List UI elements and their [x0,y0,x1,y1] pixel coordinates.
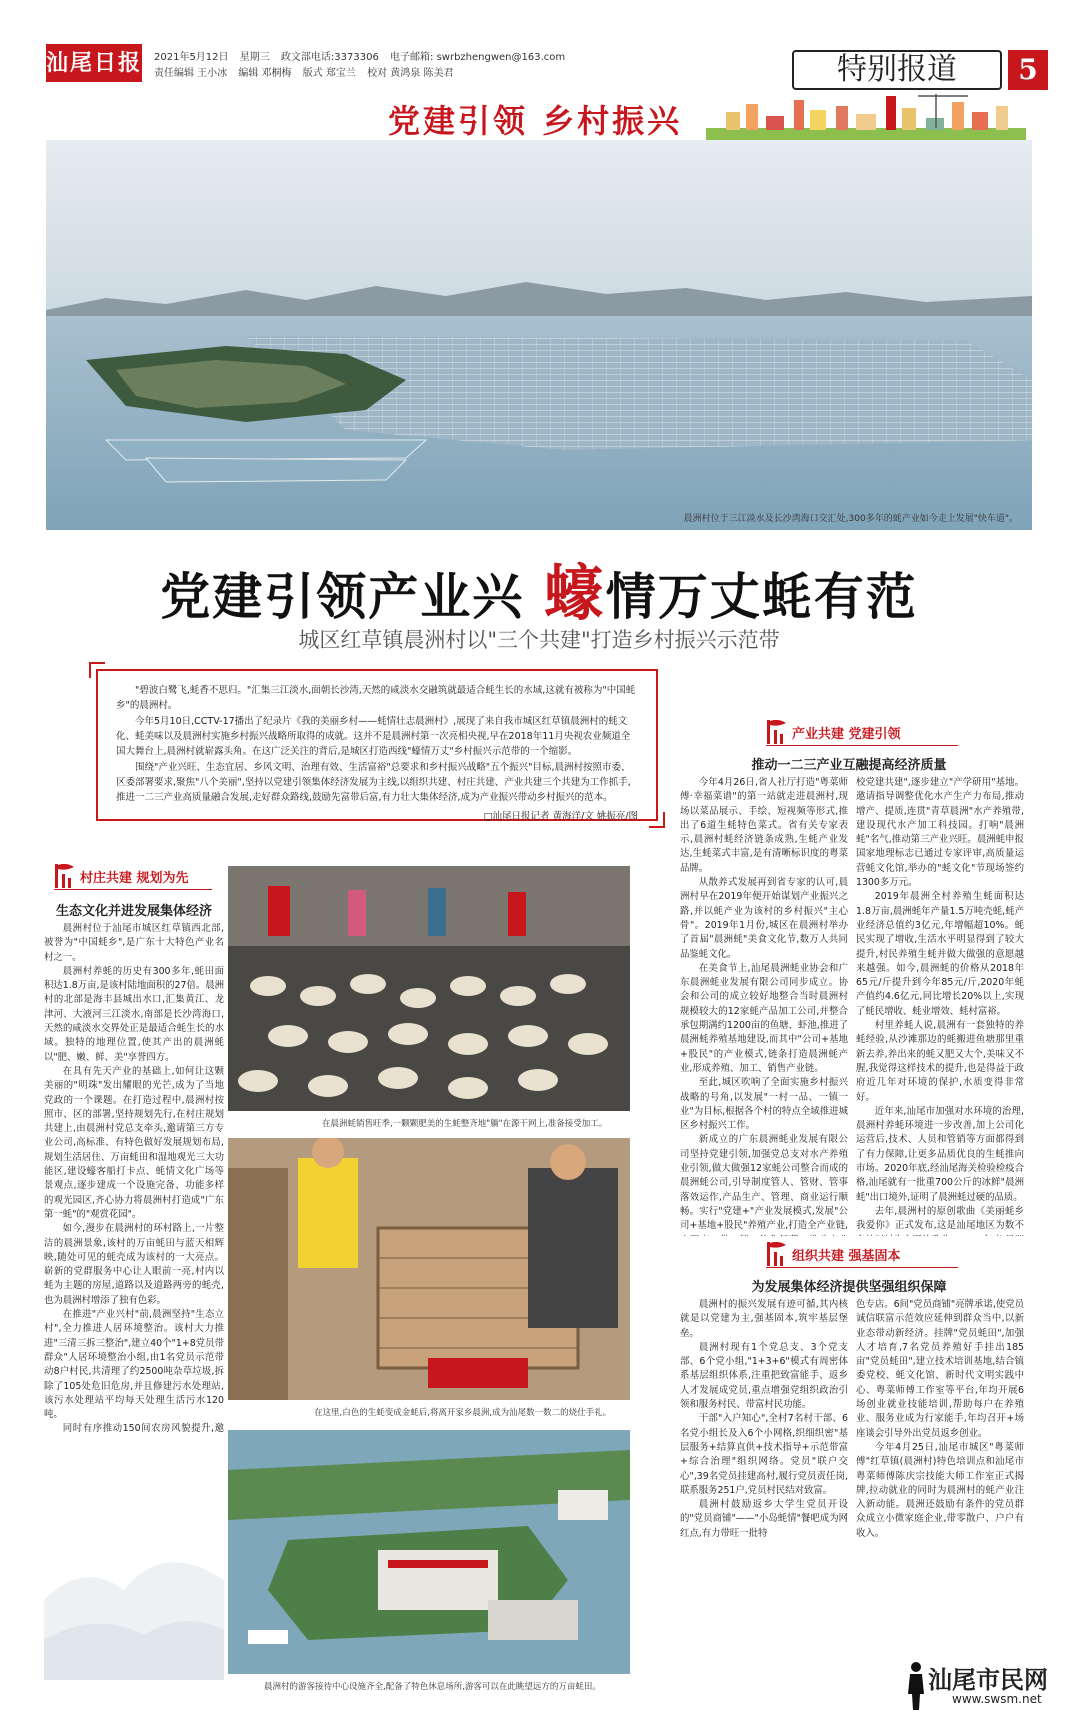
decorative-ink-landscape [44,1440,224,1680]
site-watermark [906,1660,1070,1710]
issue-weekday: 星期三 [239,52,270,63]
red-flag-icon [766,1240,788,1266]
visitor-center-illustration [228,1430,630,1674]
watermark-url: www.swsm.net [952,1692,1042,1706]
section-title: 特别报道 [792,50,1002,90]
desk-email: 电子邮箱: swrbzhengwen@163.com [390,52,566,63]
newspaper-logo: 汕尾日报 [46,44,142,82]
body-paragraph: 晨洲村位于汕尾市城区红草镇西北部,被誉为"中国蚝乡",是广东十大特色产业名村之一。 [44,923,224,963]
photo-caption: 晨洲村的游客接待中心设施齐全,配备了特色休息场所,游客可以在此眺望远方的万亩蚝田。 [264,1682,601,1692]
section-header-organization [766,1240,958,1268]
body-paragraph: 在具有先天产业的基础上,如何让这颗美丽的"明珠"发出耀眼的光芒,成为了当地党政的一个课题。在打造过程中,晨洲村按照市、区的部署,坚持规划先行,在村庄规划共建上,由晨洲村党总支牵头,邀请第三方专业公司,高标准、有特色做好发展规划布局,规划生活居住、万亩蚝田和湿地观光三大功能区,建设蠔客船打卡点、蚝情文化广场等景观点,逐步建成一个设施完备、功能多样的观光园区,齐心协力将晨洲村打造成"广东第一蚝"的"观赏花园"。 [44,1065,224,1220]
aerial-oyster-farm-illustration [46,140,1032,530]
section-tag: 产业共建 党建引领 [792,727,901,742]
banner-slogan: 党建引领 乡村振兴 [388,102,683,140]
visitor-center-photo [228,1430,630,1674]
banner [46,92,1032,140]
body-paragraph: 今年4月25日,汕尾市城区"粤菜师傅"红草镇(晨洲村)特色培训点和汕尾市粤菜师傅陈庆宗技能大师工作室正式揭牌,拉动就业的同时为晨洲村的蚝产业注入新动能。晨洲还鼓励有条件的党员群众成立小微家庭企业,带零散户、户户有收入。 [856,1441,1024,1539]
photo-caption: 在晨洲蚝销售旺季,一颗颗肥美的生蚝整齐地"躺"在源干网上,准备接受加工。 [322,1119,608,1129]
section-underline [766,745,958,746]
intro-paragraph: 围绕"产业兴旺、生态宜居、乡风文明、治理有效、生活富裕"总要求和乡村振兴战略"五个振兴"目标,晨洲村按照市委、区委部署要求,聚焦"八个美丽",坚持以党建引领集体经济发展为主线,以组织共建、村庄共建、产业共建三个共建为工作抓手,推进一二三产业高质量融合发展,走好群众路线,鼓励先富带后富,有力壮大集体经济,成为产业振兴带动乡村振兴的范本。 [116,762,631,803]
hero-aerial-photo [46,140,1032,530]
sub-headline: 城区红草镇晨洲村以"三个共建"打造乡村振兴示范带 [298,628,780,652]
oyster-drying-illustration [228,1138,630,1400]
masthead [46,44,1036,88]
proofreader-credit: 校对 黄鸿泉 陈美君 [367,68,454,79]
section-underline [766,1267,958,1268]
headline-highlight-character: 蠔 [543,559,606,629]
body-paragraph: 晨洲村的振兴发展有迹可循,其内核就是以党建为主,强基固本,筑牢基层堡垒。 [680,1299,848,1339]
sub-editor-credit: 编辑 邓桐梅 [238,68,292,79]
body-paragraph: 在推进"产业兴村"前,晨洲坚持"生态立村",全力推进人居环境整治。该村大力推进"三清三拆三整治",建立40个"1+8党员带群众"人居环境整治小组,由1名党员示范带动8户村民,共清理了约2500吨杂草垃圾,拆除了105处危旧危房,并且修建污水处理站,该污水处理站平均每天处理生活污水120吨。 [44,1309,224,1421]
right-bottom-text-column-1 [680,1298,848,1670]
headline-part-2: 情万丈蚝有范 [605,567,918,626]
left-text-column [44,922,224,1434]
body-paragraph: 干部"入户知心",全村7名村干部、6名党小组长及入6个小网格,织细织密"基层服务+结算直供+技术指导+示范带富+综合治理"组织网络。党员"联户交心",39名党员挂建高村,履行党员责任岗,联系服务251户,党员村民结对致富。 [680,1413,848,1496]
masthead-meta-line-2 [154,64,461,79]
body-paragraph: 晨洲村养蚝的历史有300多年,蚝田面积达1.8万亩,是该村陆地面积的27倍。晨洲村的北部是海丰县城出水口,汇集黄江、龙津河、大液河三江淡水,南部是长沙湾海口,天然的咸淡水交界处正是最适合蚝生长的水域。独特的地理位置,使其产出的晨洲蚝以"肥、嫩、鲜、美"享誉四方。 [44,965,224,1063]
oyster-sorting-photo [228,866,630,1111]
body-paragraph: 同时有序推动150间农房风貌提升,邀 [62,1423,224,1434]
main-headline [46,546,1032,632]
right-text-column-1 [680,776,848,1236]
oyster-drying-photo [228,1138,630,1400]
body-paragraph: 校党建共建",逐步建立"产学研用"基地。邀请指导调整优化水产生产力布局,推动增产、提质,连贯"青草晨洲"水产养殖带,建设现代水产加工科技园。打响"晨洲蚝"名气,推动第三产业兴旺。晨洲蚝申报国家地理标志已通过专家评审,高质量运营蚝文化馆,举办的"蚝文化"节现场签约1300多万元。 [856,777,1024,889]
intro-box [96,669,658,821]
body-paragraph: 晨洲村现有1个党总支、3个党支部、6个党小组,"1+3+6"模式有周密体系基层组织体系,注重把致富能手、返乡人才发展成党员,重点增强党组织政治引领和服务村民、带富村民功能。 [680,1341,848,1411]
oyster-sorting-illustration [228,866,630,1111]
body-paragraph: 色专店。6间"党员商铺"亮牌承诺,使党员诚信联富示范效应延伸到群众当中,以新业态带动新经济。挂牌"党员蚝田",加强人才培育,7名党员养殖好手挂出185亩"党员蚝田",建立技术培训基地,结合镇委党校、蚝文化馆、新时代文明实践中心、粤菜师傅工作室等平台,年均开展6场创业就业技能培训,帮助每户在养殖业、服务业成为行家能手,年均召开+场座谈会引导外出党员返乡创业。 [856,1299,1024,1439]
person-silhouette-icon [906,1660,926,1710]
section-subhead: 生态文化并进发展集体经济 [55,904,212,919]
body-paragraph: 今年4月26日,省人社厅打造"粤菜师傅·幸福菜谱"的第一站就走进晨洲村,现场以菜品展示、手绘、短视频等形式,推出了6道生蚝特色菜式。省有关专家表示,晨洲村蚝经济链条成熟,生蚝产业发达,生蚝菜式丰富,是有清晰标识度的粤菜品牌。 [680,777,848,874]
page-number: 5 [1008,50,1048,90]
intro-paragraph: 今年5月10日,CCTV-17播出了纪录片《我的美丽乡村——蚝情壮志晨洲村》,展现了来自我市城区红草镇晨洲村的蚝文化、蚝美味以及晨洲村实施乡村振兴战略所取得的成就。这并不是晨洲村第一次亮相央视,早在2018年11月央视农业频道全国大舞台上,晨洲村就崭露头角。在这广泛关注的背后,是城区打造西线"蠔情万丈"乡村振兴示范带的一个缩影。 [116,716,631,757]
body-paragraph: 去年,晨洲村的原创歌曲《美丽蚝乡我爱你》正式发布,这是汕尾地区为数不 [856,1205,1024,1232]
section-subhead: 为发展集体经济提供坚强组织保障 [751,1280,947,1295]
body-paragraph: 新成立的广东晨洲蚝业发展有限公司坚持党建引领,加强党总支对水产养殖业引领,做大做强12家蚝公司整合而成的晨洲蚝公司,引导制度管人、管财、管事落效运作,产品生产、管理、商业运行顺畅。实行"党建+"产业发展模式,发展"公司+基地+股民"养殖产业,打造全产业链, [680,1134,848,1232]
section-underline [54,889,212,890]
issue-date: 2021年5月12日 [154,52,229,63]
section-subhead: 推动一二三产业互融提高经济质量 [751,758,947,773]
section-tag: 组织共建 强基固本 [792,1249,901,1264]
city-skyline-illustration [706,92,1026,140]
masthead-meta-line-1 [154,48,573,63]
body-paragraph: 如今,漫步在晨洲村的环村路上,一片整洁的晨洲景象,该村的万亩蚝田与蓝天相辉映,随处可见的蚝壳成为该村的一大亮点。崭新的党群服务中心让人眼前一亮,村内以蚝为主题的房屋,道路以及道路两旁的蚝壳,也为晨洲村增添了独有色彩。 [44,1223,224,1306]
designer-credit: 版式 郑宝兰 [302,68,356,79]
body-paragraph: 从散养式发展再到省专家的认可,晨洲村早在2019年便开始谋划产业振兴之路,并以蚝产业为该村的乡村振兴"主心骨"。2019年1月份,城区在晨洲村举办了首届"晨洲蚝"美食文化节,数万人共同品鉴蚝文化。 [680,877,848,960]
red-flag-icon [54,862,76,888]
body-paragraph: 2019年晨洲全村养殖生蚝面积达1.8万亩,晨洲蚝年产量1.5万吨壳蚝,蚝产业经济总值约3亿元,年增幅超10%。蚝民实现了增收,生活水平明显得到了较大提升,村民养殖生蚝并做大做强的意愿越来越强。如今,晨洲蚝的价格从2018年65元/斤提升到今年85元/斤,2020年蚝产值约4.6亿元,同比增长20%以上,实现了蚝民增收、蚝业增效、蚝村富裕。 [856,891,1024,1017]
body-paragraph: 至此,城区吹响了全面实施乡村振兴战略的号角,以发展"一村一品、一镇一业"为目标,根据各个村的特点全域推进城区乡村振兴工作。 [680,1077,848,1132]
section-header-industry [766,718,958,746]
section-tag: 村庄共建 规划为先 [80,871,189,886]
body-paragraph: 近年来,汕尾市加强对水环境的治理,晨洲村养蚝环境进一步改善,加上公司化运营后,技术、人员和管销等方面都得到了有力保障,让更多品质优良的生蚝推向市场。2020年底,经汕尾海关检验检疫合格,汕尾就有一批重700公斤的冰鲜"晨洲蚝"出口境外,证明了晨洲蚝过硬的品质。 [856,1105,1024,1203]
editor-credit: 责任编辑 王小冰 [154,68,228,79]
headline-part-1: 党建引领产业兴 [160,567,544,626]
watermark-site-name: 汕尾市民网 [928,1665,1048,1694]
desk-phone: 政文部电话:3373306 [280,52,379,63]
right-text-column-2 [856,776,1024,1236]
reporter-byline: □汕尾日报记者 黄海洋/文 姚振亮/图 [483,811,638,822]
body-paragraph: 晨洲村鼓励返乡大学生党员开设的"党员商铺"——"小岛蚝情"餐吧成为网红点,有力带旺一批特 [680,1499,848,1539]
hero-photo-caption: 晨洲村位于三江淡水及长沙湾海口交汇处,300多年的蚝产业如今走上发展"快车道"。 [683,514,1018,524]
intro-paragraph: "碧波白鹭飞,蚝香不思归。"汇集三江淡水,面朝长沙湾,天然的咸淡水交融筑就最适合蚝生长的水域,这就有被称为"中国蚝乡"的晨洲村。 [116,685,636,711]
body-paragraph: 村里养蚝人说,晨洲有一套独特的养蚝经验,从沙滩那边的蚝搬进鱼塘那里重新去养,养出来的蚝又肥又大个,美味又不腥,我觉得这样技术的提升,也是得益于政府近几年对环境的保护,水质变得非常好。 [856,1020,1024,1103]
photo-caption: 在这里,白色的生蚝变成金蚝后,将离开家乡晨洲,成为汕尾数一数二的烧仕手礼。 [314,1408,612,1418]
section-header-village [54,862,212,890]
body-paragraph: 在美食节上,汕尾晨洲蚝业协会和广东晨洲蚝业发展有限公司同步成立。协会和公司的成立较好地整合当时晨洲村规模较大的12家蚝产品加工公司,并整合承包期满约1200亩的鱼塘、虾池,推进了晨洲蚝养殖基地建设,而其中"公司+基地+股民"的产业模式,链条打造晨洲蚝产业,形成养殖、加工、销售产业链。 [680,962,848,1074]
right-bottom-text-column-2 [856,1298,1024,1638]
red-flag-icon [766,718,788,744]
